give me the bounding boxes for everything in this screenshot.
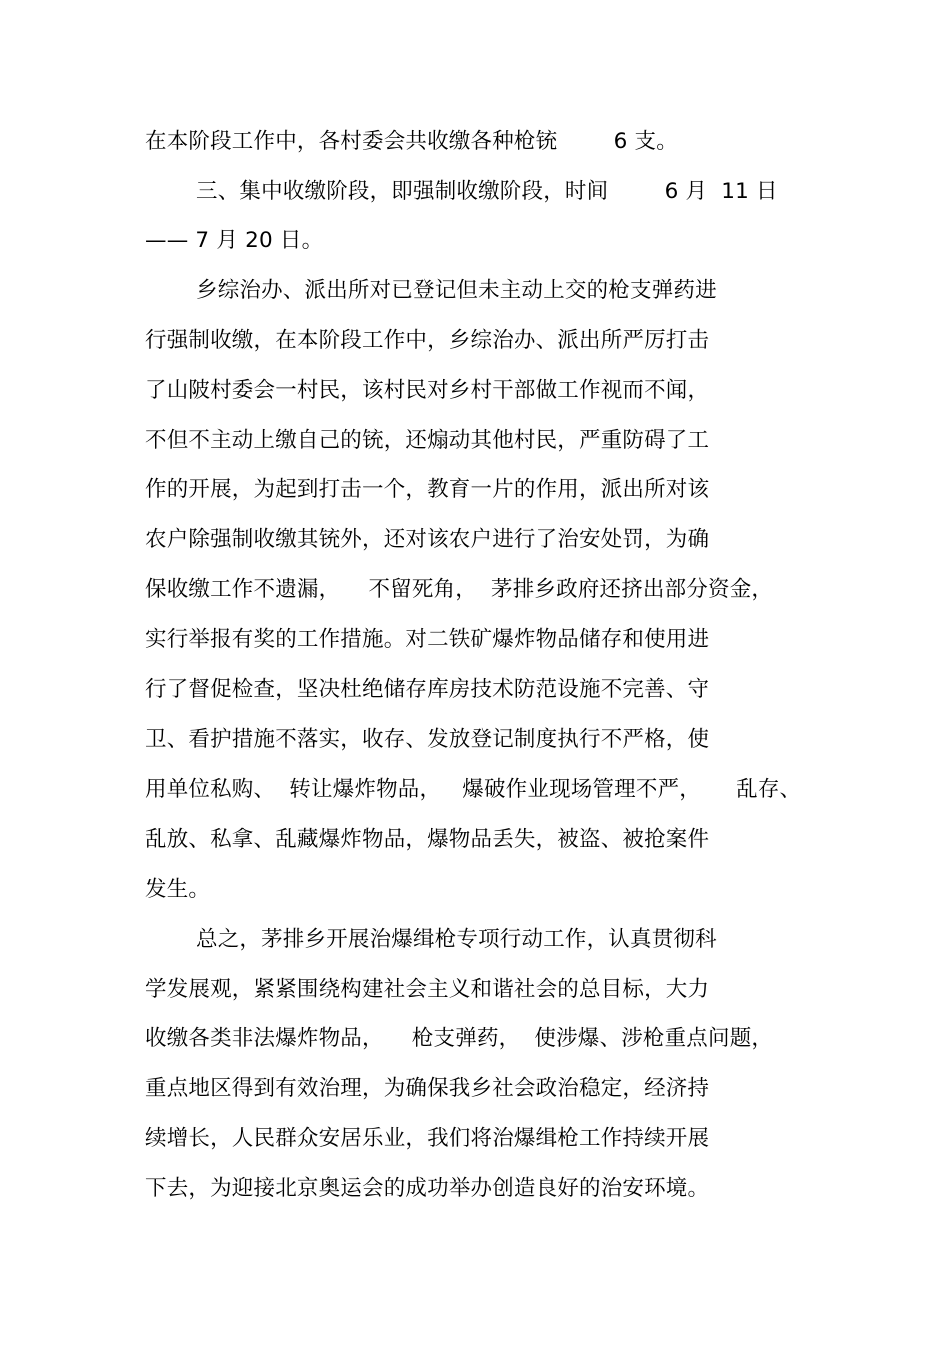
text-line: 不但不主动上缴自己的铳，还煽动其他村民，严重防碍了工	[145, 428, 710, 453]
text-line: —— 7 月 20 日。	[145, 228, 324, 253]
text-line: 下去，为迎接北京奥运会的成功举办创造良好的治安环境。	[145, 1176, 710, 1201]
text-line: 作的开展，为起到打击一个，教育一片的作用，派出所对该	[145, 477, 710, 502]
text-line: 发生。	[145, 877, 211, 902]
text-line: 学发展观，紧紧围绕构建社会主义和谐社会的总目标，大力	[145, 977, 710, 1002]
text-line: 在本阶段工作中，各村委会共收缴各种枪铳 6 支。	[145, 129, 678, 154]
text-line: 收缴各类非法爆炸物品， 枪支弹药， 使涉爆、涉枪重点问题，	[145, 1026, 774, 1051]
text-line: 用单位私购、 转让爆炸物品， 爆破作业现场管理不严， 乱存、	[145, 777, 802, 802]
text-line: 实行举报有奖的工作措施。对二铁矿爆炸物品储存和使用进	[145, 627, 710, 652]
text-line: 行了督促检查，坚决杜绝储存库房技术防范设施不完善、守	[145, 677, 710, 702]
text-line: 续增长，人民群众安居乐业，我们将治爆缉枪工作持续开展	[145, 1126, 710, 1151]
text-line: 保收缴工作不遗漏， 不留死角， 茅排乡政府还挤出部分资金，	[145, 577, 774, 602]
text-line: 了山陂村委会一村民，该村民对乡村干部做工作视而不闻，	[145, 378, 710, 403]
text-line: 行强制收缴，在本阶段工作中，乡综治办、派出所严厉打击	[145, 328, 710, 353]
text-line: 乱放、私拿、乱藏爆炸物品，爆物品丢失，被盗、被抢案件	[145, 827, 710, 852]
text-line: 总之，茅排乡开展治爆缉枪专项行动工作，认真贯彻科	[196, 927, 717, 952]
text-line: 卫、看护措施不落实，收存、发放登记制度执行不严格，使	[145, 727, 710, 752]
text-line: 重点地区得到有效治理，为确保我乡社会政治稳定，经济持	[145, 1076, 710, 1101]
text-line: 乡综治办、派出所对已登记但未主动上交的枪支弹药进	[196, 278, 717, 303]
text-line: 三、集中收缴阶段，即强制收缴阶段，时间 6 月 11 日	[196, 179, 778, 204]
text-line: 农户除强制收缴其铳外，还对该农户进行了治安处罚，为确	[145, 527, 710, 552]
